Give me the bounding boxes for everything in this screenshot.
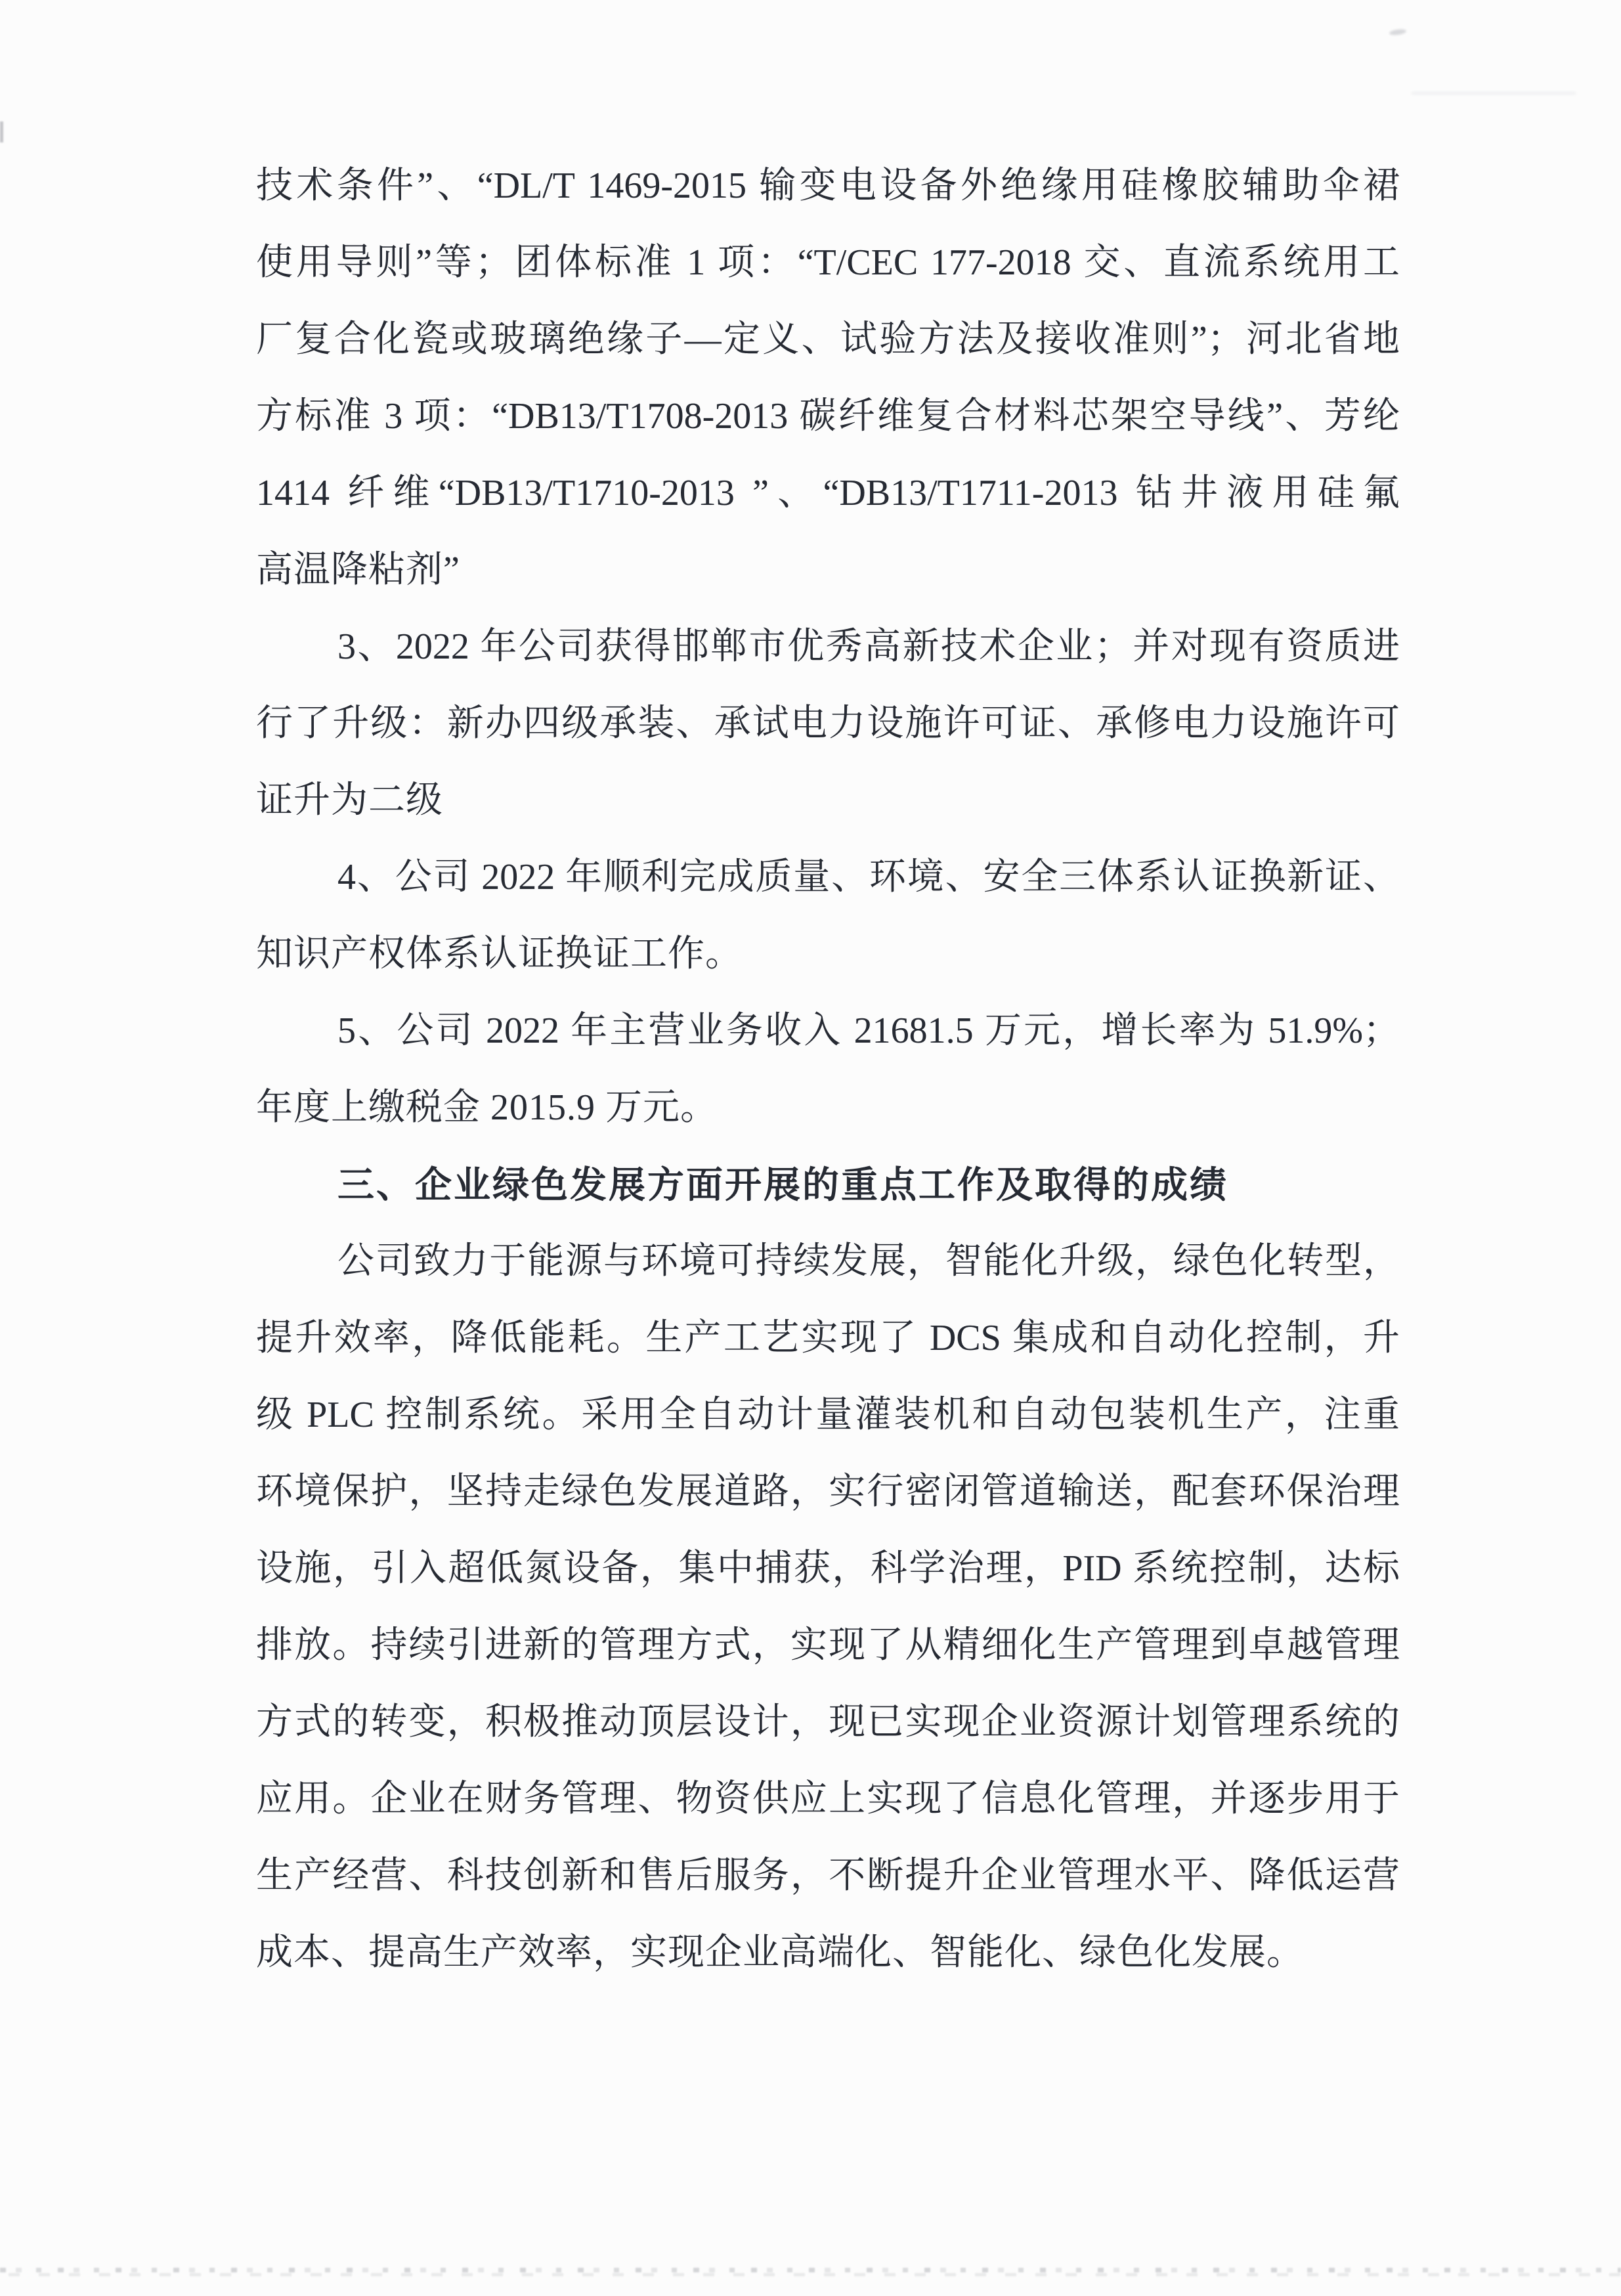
text-line: 使用导则”等；团体标准 1 项：“T/CEC 177-2018 交、直流系统用工 [256,242,1400,283]
text-line: 方式的转变，积极推动顶层设计，现已实现企业资源计划管理系统的 [256,1702,1400,1743]
scan-noise-band [0,2266,1621,2277]
text-line: 4、公司 2022 年顺利完成质量、环境、安全三体系认证换新证、 [337,857,1400,898]
text-line: 成本、提高生产效率，实现企业高端化、智能化、绿色化发展。 [256,1932,1304,1973]
text-line: 生产经营、科技创新和售后服务，不断提升企业管理水平、降低运营 [256,1855,1400,1896]
scan-artifact-left-edge [0,121,3,142]
scan-artifact-top-right [1389,28,1407,36]
text-line: 高温降粘剂” [256,550,460,590]
text-line: 5、公司 2022 年主营业务收入 21681.5 万元，增长率为 51.9%； [337,1010,1400,1051]
text-line: 1414 纤维“DB13/T1710-2013 ”、“DB13/T1711-2013 钻井液用硅氟 [256,473,1400,513]
text-block [256,148,1400,1991]
text-line: 提升效率，降低能耗。生产工艺实现了 DCS 集成和自动化控制，升 [256,1318,1400,1358]
text-line: 设施，引入超低氮设备，集中捕获，科学治理，PID 系统控制，达标 [256,1548,1400,1589]
section-heading: 三、企业绿色发展方面开展的重点工作及取得的成绩 [337,1164,1228,1205]
text-line: 环境保护，坚持走绿色发展道路，实行密闭管道输送，配套环保治理 [256,1471,1400,1512]
text-line: 知识产权体系认证换证工作。 [256,934,743,974]
text-line: 公司致力于能源与环境可持续发展，智能化升级，绿色化转型， [337,1241,1400,1282]
text-line: 排放。持续引进新的管理方式，实现了从精细化生产管理到卓越管理 [256,1625,1400,1666]
scan-artifact-streak [1412,92,1576,95]
text-line: 级 PLC 控制系统。采用全自动计量灌装机和自动包装机生产，注重 [256,1395,1400,1435]
text-line: 年度上缴税金 2015.9 万元。 [256,1087,718,1128]
text-line: 方标准 3 项：“DB13/T1708-2013 碳纤维复合材料芯架空导线”、芳纶 [256,396,1400,437]
text-line: 技术条件”、“DL/T 1469-2015 输变电设备外绝缘用硅橡胶辅助伞裙 [256,165,1400,206]
text-line: 行了升级：新办四级承装、承试电力设施许可证、承修电力设施许可 [256,703,1400,744]
text-line: 证升为二级 [256,780,443,821]
text-line: 应用。企业在财务管理、物资供应上实现了信息化管理，并逐步用于 [256,1779,1400,1819]
text-line: 3、2022 年公司获得邯郸市优秀高新技术企业；并对现有资质进 [337,626,1400,667]
text-line: 厂复合化瓷或玻璃绝缘子—定义、试验方法及接收准则”；河北省地 [256,319,1400,360]
